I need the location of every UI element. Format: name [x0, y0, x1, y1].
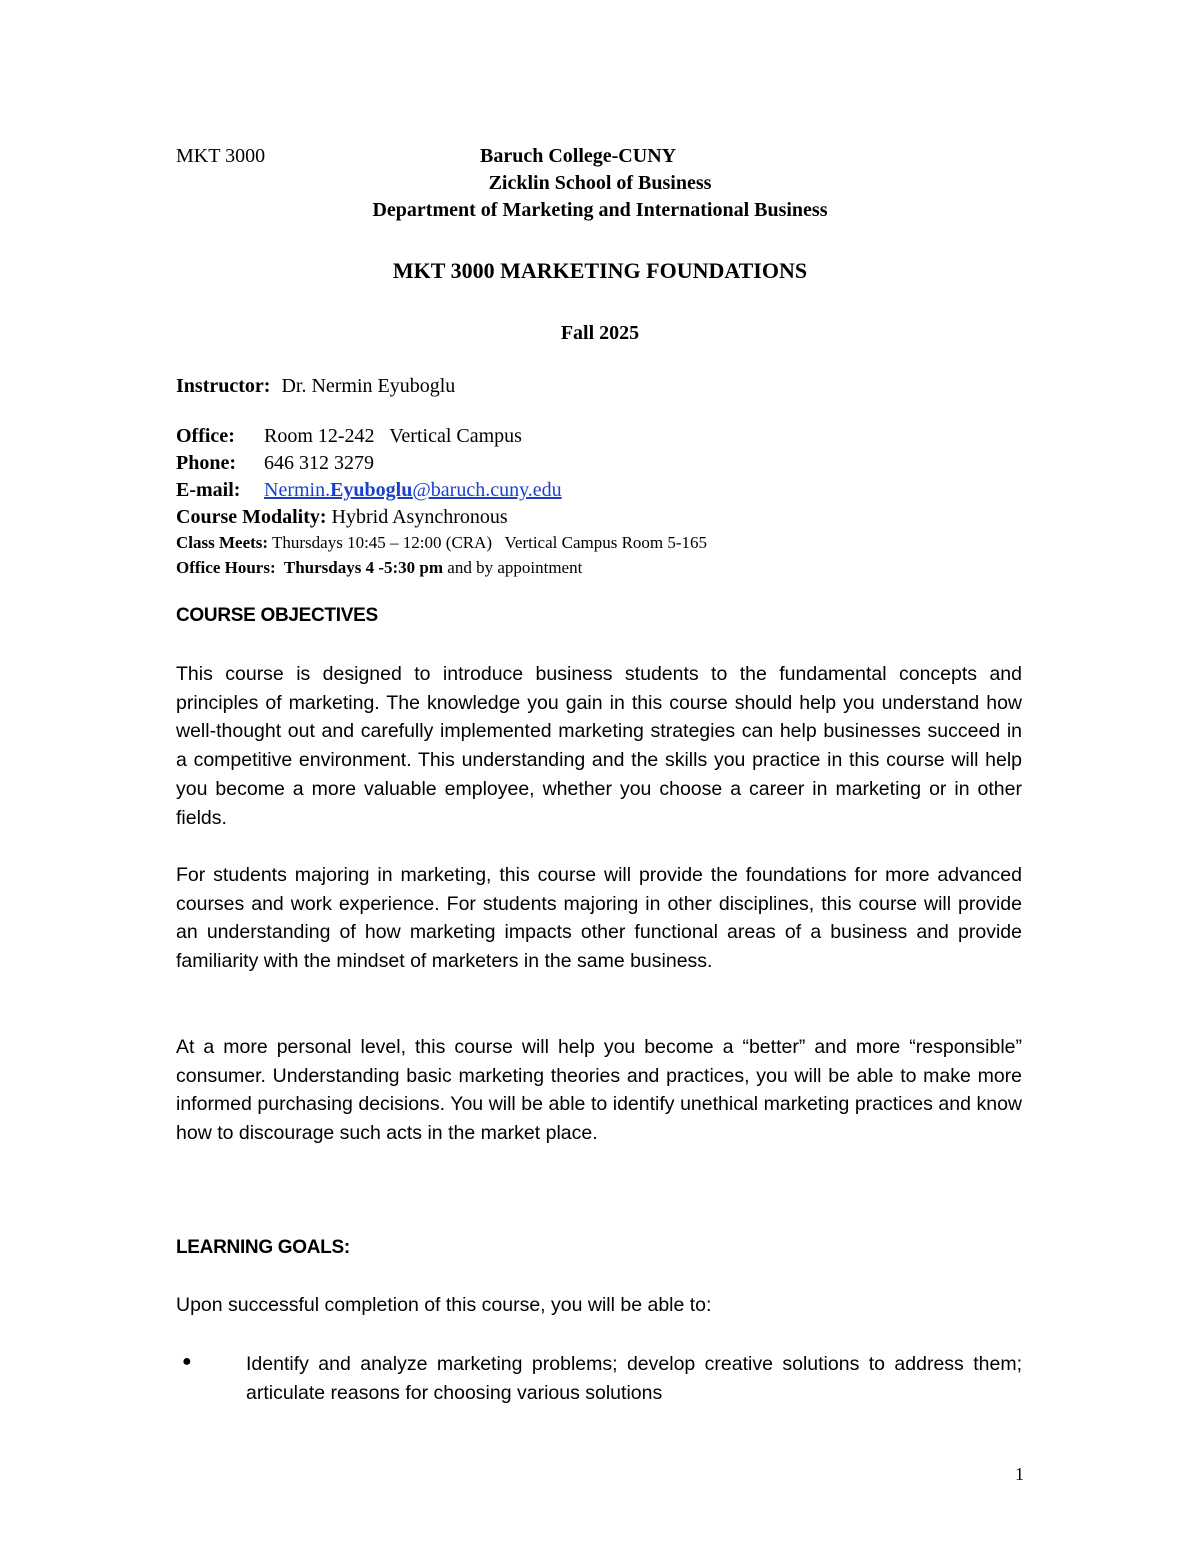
- office-hours-time: Thursdays 4 -5:30 pm: [283, 558, 444, 577]
- email-domain: @baruch.cuny.edu: [412, 479, 562, 501]
- modality-label: Course Modality:: [176, 506, 327, 528]
- objectives-heading: COURSE OBJECTIVES: [176, 605, 378, 626]
- learning-goals-intro: Upon successful completion of this course, you will be able to:: [176, 1294, 712, 1316]
- phone-row: [176, 452, 374, 475]
- course-title: MKT 3000 MARKETING FOUNDATIONS: [392, 258, 808, 283]
- class-meets-label: Class Meets:: [176, 533, 269, 552]
- office-value: Room 12-242 Vertical Campus: [264, 425, 522, 447]
- instructor-line: [176, 375, 455, 398]
- office-hours-rest: and by appointment: [443, 558, 583, 577]
- email-link[interactable]: [264, 479, 562, 502]
- modality-value: Hybrid Asynchronous: [331, 506, 508, 528]
- instructor-label: Instructor:: [176, 375, 271, 397]
- department-name: Department of Marketing and International Business: [372, 199, 828, 221]
- email-label: E-mail:: [176, 479, 241, 501]
- office-hours-row: [176, 558, 582, 578]
- learning-goal-item: Identify and analyze marketing problems; develop creative solutions to address them; articulate reasons for choosing various solutions: [246, 1353, 1022, 1404]
- school-name: Zicklin School of Business: [488, 172, 712, 194]
- bullet-icon: ●: [182, 1353, 192, 1370]
- objectives-paragraph-1: This course is designed to introduce business students to the fundamental concepts and principles of marketing. The knowledge you gain in this course should help you understand how well-thought out and carefully implemented marketing strategies can help businesses succeed in a competitive environment. This understanding and the skills you practice in this course will help you become a more valuable employee, whether you choose a career in marketing or in other fields.: [176, 663, 1022, 829]
- page-number: 1: [1015, 1464, 1024, 1484]
- phone-value: 646 312 3279: [264, 452, 374, 474]
- email-user-last: Eyuboglu: [330, 479, 413, 501]
- office-label: Office:: [176, 425, 235, 447]
- class-meets-value: Thursdays 10:45 – 12:00 (CRA) Vertical Campus Room 5-165: [272, 533, 708, 552]
- office-row: [176, 425, 522, 448]
- email-row: [176, 479, 562, 502]
- term: Fall 2025: [560, 322, 640, 344]
- instructor-name: Dr. Nermin Eyuboglu: [281, 375, 456, 397]
- email-user-first: Nermin.: [264, 479, 331, 501]
- objectives-paragraph-3: At a more personal level, this course will help you become a “better” and more “responsible” consumer. Understanding basic marketing theories and practices, you will be able to make more informed purchasing decisions. You will be able to identify unethical marketing practices and know how to discourage such acts in the market place.: [176, 1036, 1022, 1145]
- objectives-paragraph-2: For students majoring in marketing, this course will provide the foundations for more advanced courses and work experience. For students majoring in other disciplines, this course will provide an understanding of how marketing impacts other functional areas of a business and provide familiarity with the mindset of marketers in the same business.: [176, 864, 1022, 973]
- course-code: MKT 3000: [176, 145, 266, 167]
- college-name: Baruch College-CUNY: [480, 145, 677, 167]
- phone-label: Phone:: [176, 452, 236, 474]
- class-meets-row: [176, 533, 707, 553]
- office-hours-label: Office Hours:: [176, 558, 276, 577]
- learning-goals-heading: LEARNING GOALS:: [176, 1237, 350, 1258]
- modality-row: [176, 506, 508, 529]
